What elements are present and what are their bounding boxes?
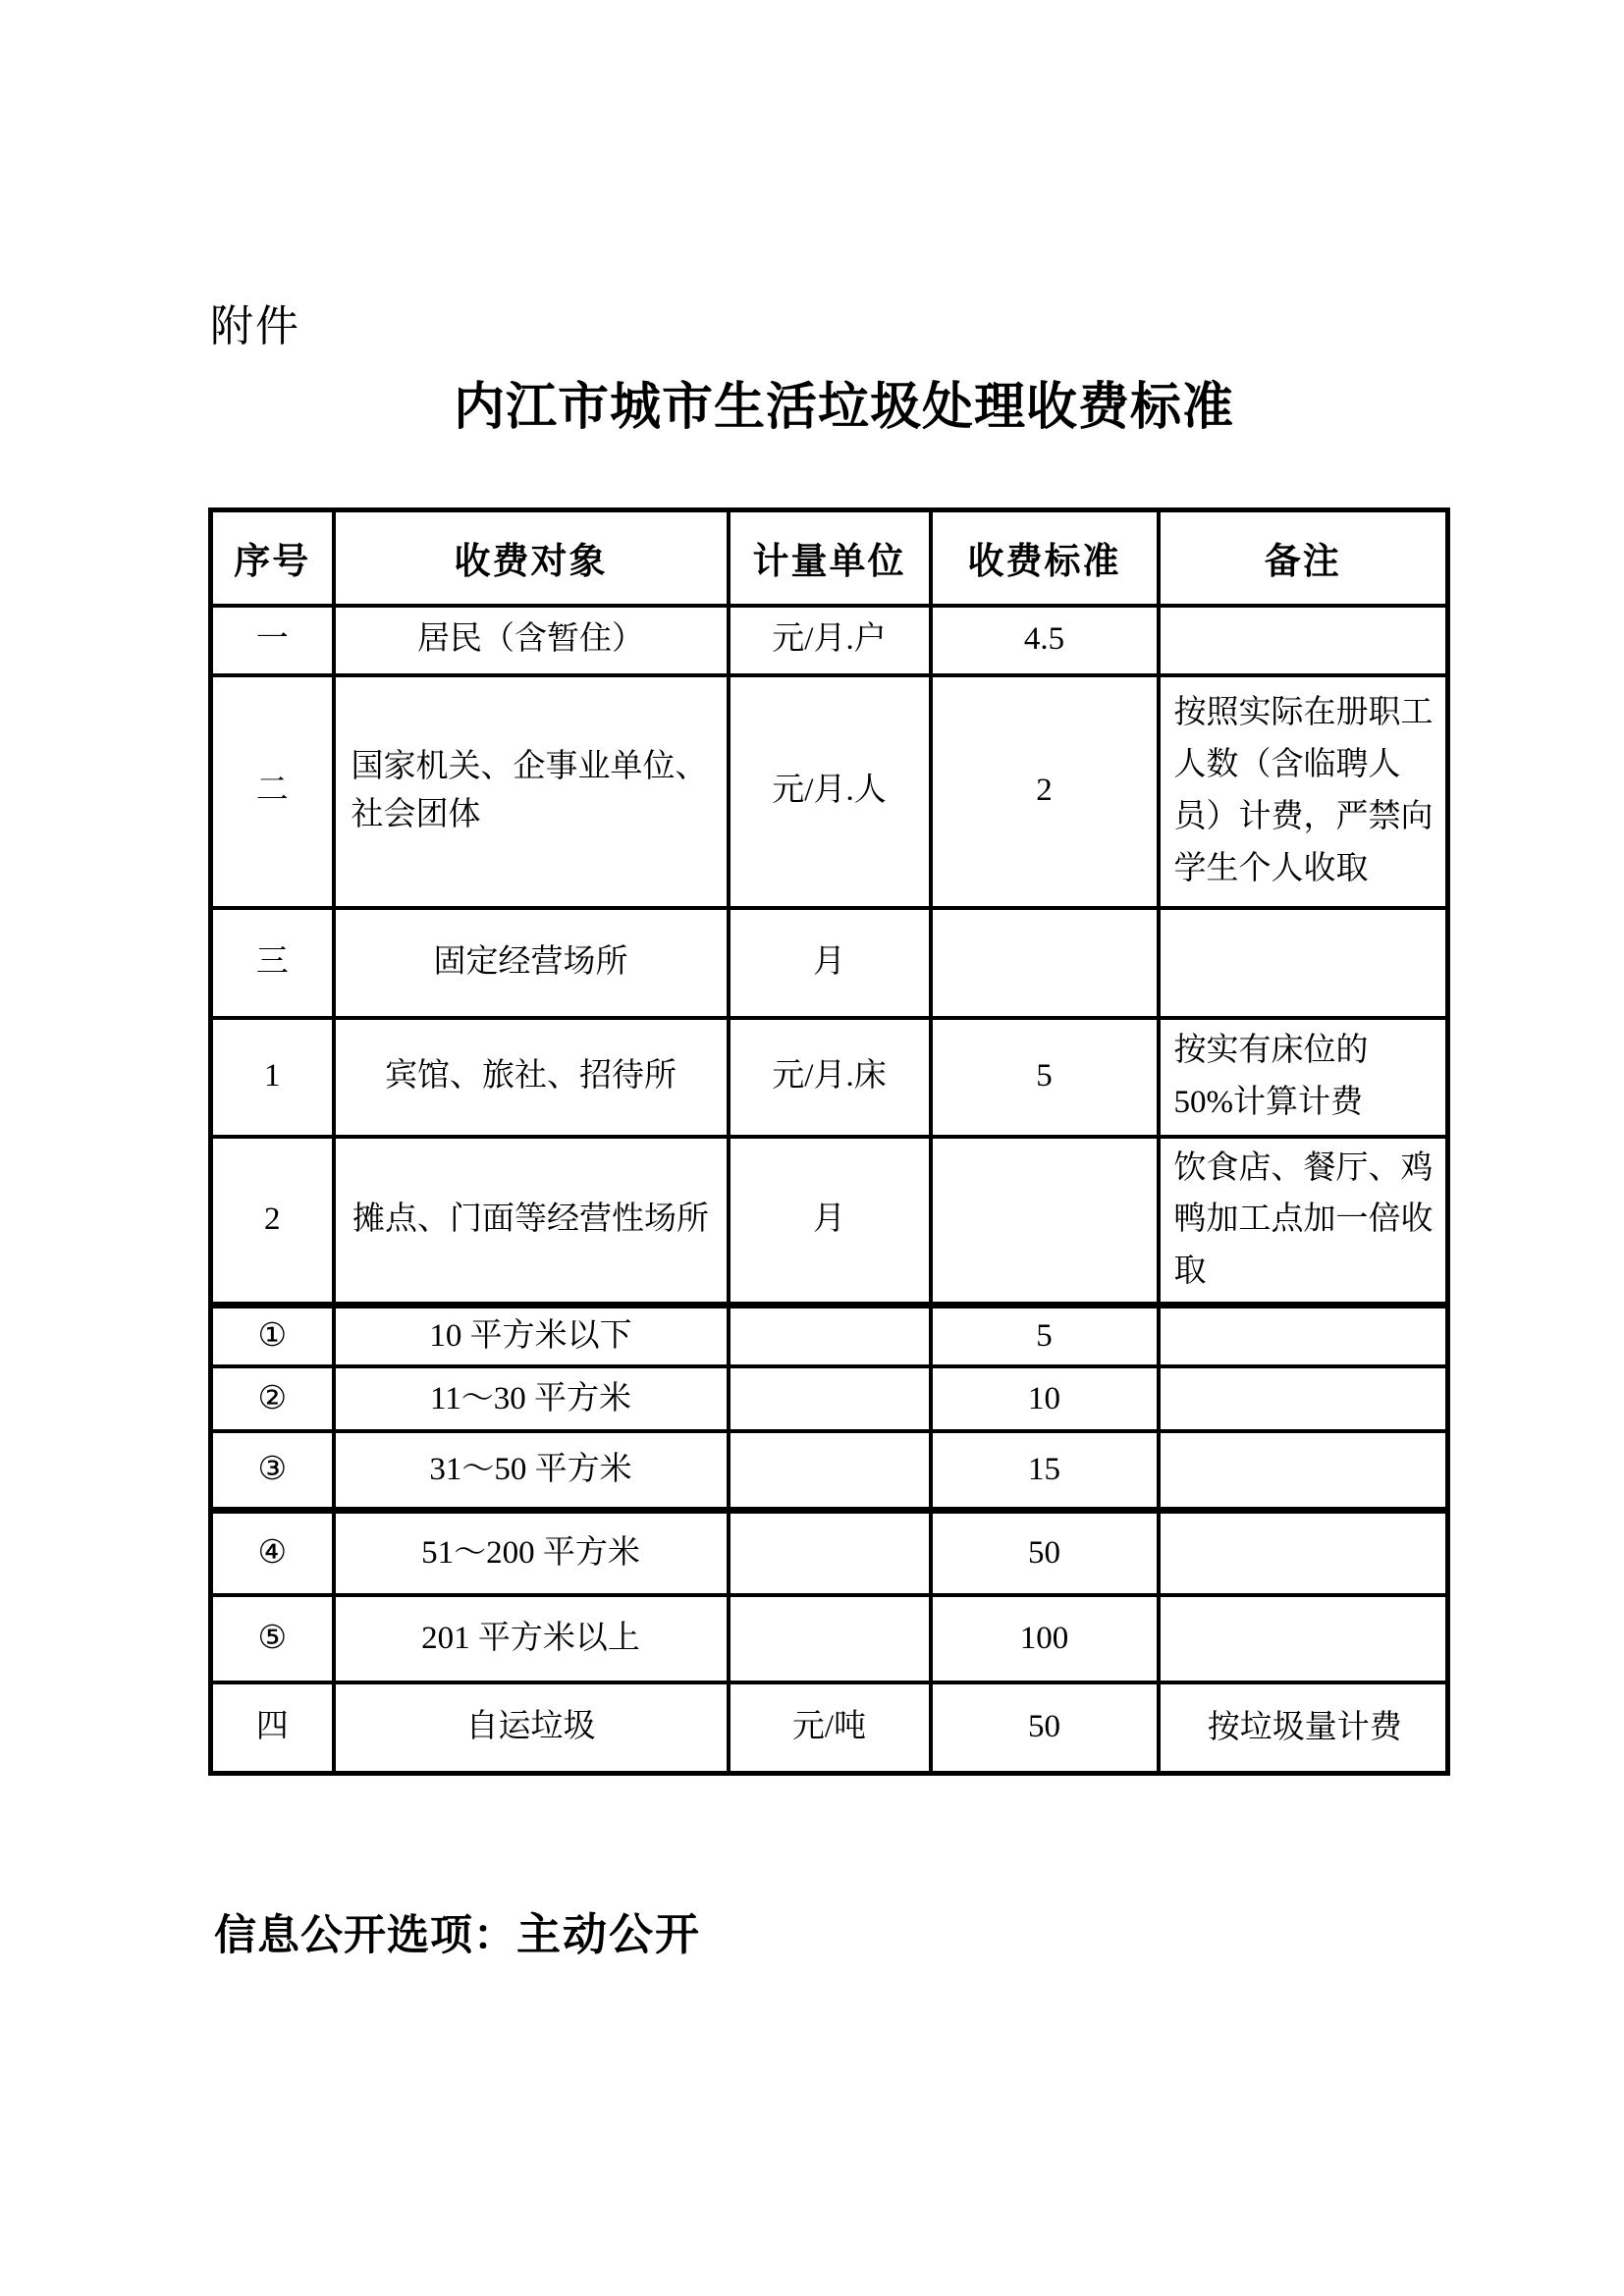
unit-cell bbox=[729, 1510, 931, 1595]
unit-cell: 元/月.户 bbox=[729, 606, 931, 675]
standard-cell: 2 bbox=[931, 675, 1159, 908]
table-row bbox=[211, 908, 1448, 1018]
standard-cell: 100 bbox=[931, 1595, 1159, 1682]
header-serial: 序号 bbox=[211, 510, 334, 606]
table-row bbox=[211, 1137, 1448, 1306]
remark-cell: 按垃圾量计费 bbox=[1159, 1682, 1448, 1773]
header-unit: 计量单位 bbox=[729, 510, 931, 606]
serial-cell: ② bbox=[211, 1366, 334, 1431]
target-cell: 10 平方米以下 bbox=[334, 1305, 729, 1366]
serial-cell: 四 bbox=[211, 1682, 334, 1773]
remark-cell bbox=[1159, 1510, 1448, 1595]
disclosure-line bbox=[214, 1898, 701, 1962]
standard-cell bbox=[931, 908, 1159, 1018]
table-row bbox=[211, 675, 1448, 908]
target-cell: 201 平方米以上 bbox=[334, 1595, 729, 1682]
serial-cell: ③ bbox=[211, 1431, 334, 1510]
table-row bbox=[211, 606, 1448, 675]
standard-cell: 10 bbox=[931, 1366, 1159, 1431]
remark-cell bbox=[1159, 1595, 1448, 1682]
unit-cell bbox=[729, 1305, 931, 1366]
remark-cell bbox=[1159, 1431, 1448, 1510]
target-cell: 国家机关、企事业单位、社会团体 bbox=[334, 675, 729, 908]
target-cell: 自运垃圾 bbox=[334, 1682, 729, 1773]
table-row bbox=[211, 1305, 1448, 1366]
serial-cell: ① bbox=[211, 1305, 334, 1366]
attachment-label: 附件 bbox=[210, 302, 300, 350]
remark-cell bbox=[1159, 908, 1448, 1018]
serial-cell: 三 bbox=[211, 908, 334, 1018]
header-standard: 收费标准 bbox=[931, 510, 1159, 606]
standard-cell: 4.5 bbox=[931, 606, 1159, 675]
target-cell: 摊点、门面等经营性场所 bbox=[334, 1137, 729, 1306]
fee-table bbox=[208, 507, 1450, 1776]
unit-cell bbox=[729, 1431, 931, 1510]
serial-cell: ⑤ bbox=[211, 1595, 334, 1682]
target-cell: 宾馆、旅社、招待所 bbox=[334, 1018, 729, 1137]
table-row bbox=[211, 1595, 1448, 1682]
target-cell: 11～30 平方米 bbox=[334, 1366, 729, 1431]
unit-cell: 元/月.人 bbox=[729, 675, 931, 908]
page-title: 内江市城市生活垃圾处理收费标准 bbox=[454, 380, 1235, 436]
remark-cell bbox=[1159, 606, 1448, 675]
remark-cell: 饮食店、餐厅、鸡鸭加工点加一倍收取 bbox=[1159, 1137, 1448, 1306]
unit-cell bbox=[729, 1595, 931, 1682]
standard-cell: 5 bbox=[931, 1018, 1159, 1137]
table-header-row bbox=[211, 510, 1448, 606]
standard-cell: 15 bbox=[931, 1431, 1159, 1510]
table-row bbox=[211, 1510, 1448, 1595]
remark-cell bbox=[1159, 1366, 1448, 1431]
unit-cell bbox=[729, 1366, 931, 1431]
serial-cell: 一 bbox=[211, 606, 334, 675]
remark-cell bbox=[1159, 1305, 1448, 1366]
serial-cell: 2 bbox=[211, 1137, 334, 1306]
target-cell: 固定经营场所 bbox=[334, 908, 729, 1018]
target-cell: 51～200 平方米 bbox=[334, 1510, 729, 1595]
disclosure-value: 主动公开 bbox=[516, 1910, 702, 1959]
table-row bbox=[211, 1018, 1448, 1137]
target-cell: 31～50 平方米 bbox=[334, 1431, 729, 1510]
header-remark: 备注 bbox=[1159, 510, 1448, 606]
remark-cell: 按照实际在册职工人数（含临聘人员）计费，严禁向学生个人收取 bbox=[1159, 675, 1448, 908]
serial-cell: 1 bbox=[211, 1018, 334, 1137]
table-row bbox=[211, 1682, 1448, 1773]
header-target: 收费对象 bbox=[334, 510, 729, 606]
unit-cell: 月 bbox=[729, 1137, 931, 1306]
unit-cell: 元/月.床 bbox=[729, 1018, 931, 1137]
disclosure-label: 信息公开选项： bbox=[214, 1912, 516, 1959]
standard-cell: 50 bbox=[931, 1510, 1159, 1595]
unit-cell: 月 bbox=[729, 908, 931, 1018]
serial-cell: 二 bbox=[211, 675, 334, 908]
serial-cell: ④ bbox=[211, 1510, 334, 1595]
standard-cell bbox=[931, 1137, 1159, 1306]
table-row bbox=[211, 1366, 1448, 1431]
remark-cell: 按实有床位的 50%计算计费 bbox=[1159, 1018, 1448, 1137]
standard-cell: 5 bbox=[931, 1305, 1159, 1366]
target-cell: 居民（含暂住） bbox=[334, 606, 729, 675]
standard-cell: 50 bbox=[931, 1682, 1159, 1773]
unit-cell: 元/吨 bbox=[729, 1682, 931, 1773]
table-row bbox=[211, 1431, 1448, 1510]
